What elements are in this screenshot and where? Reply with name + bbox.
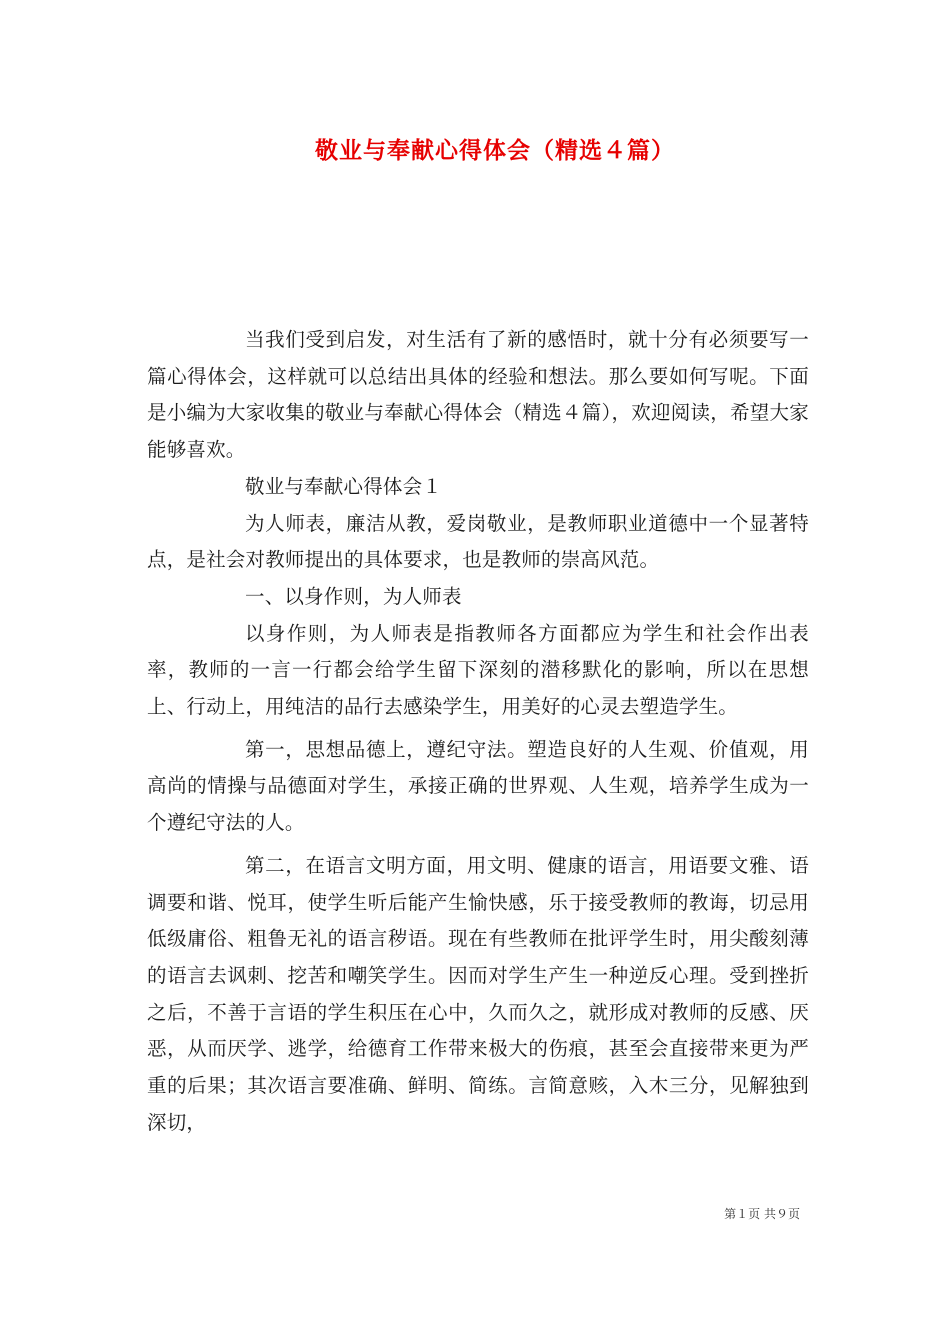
body-paragraph: 以身作则，为人师表是指教师各方面都应为学生和社会作出表率，教师的一言一行都会给学生留下深刻的潜移默化的影响，所以在思想上、行动上，用纯洁的品行去感染学生，用美好的心灵去塑造学生。 — [147, 621, 809, 719]
page-number-footer: 第１页 共９页 — [724, 1207, 800, 1221]
body-paragraph: 为人师表，廉洁从教，爱岗敬业，是教师职业道德中一个显著特点，是社会对教师提出的具体要求，也是教师的崇高风范。 — [147, 511, 809, 572]
section-heading: 敬业与奉献心得体会１ — [245, 474, 443, 498]
document-title: 敬业与奉献心得体会（精选４篇） — [315, 137, 675, 164]
subsection-heading: 一、以身作则，为人师表 — [245, 584, 462, 608]
body-paragraph: 第一，思想品德上，遵纪守法。塑造良好的人生观、价值观，用高尚的情操与品德面对学生，承接正确的世界观、人生观，培养学生成为一个遵纪守法的人。 — [147, 737, 809, 835]
body-paragraph: 第二，在语言文明方面，用文明、健康的语言，用语要文雅、语调要和谐、悦耳，使学生听后能产生愉快感，乐于接受教师的教诲，切忌用低级庸俗、粗鲁无礼的语言秽语。现在有些教师在批评学生时，用尖酸刻薄的语言去讽刺、挖苦和嘲笑学生。因而对学生产生一种逆反心理。受到挫折之后，不善于言语的学生积压在心中，久而久之，就形成对教师的反感、厌恶，从而厌学、逃学，给德育工作带来极大的伤痕，甚至会直接带来更为严重的后果；其次语言要准确、鲜明、简练。言简意赅，入木三分，见解独到深切， — [147, 853, 809, 1134]
intro-paragraph: 当我们受到启发，对生活有了新的感悟时，就十分有必须要写一篇心得体会，这样就可以总结出具体的经验和想法。那么要如何写呢。下面是小编为大家收集的敬业与奉献心得体会（精选４篇），欢迎阅读，希望大家能够喜欢。 — [147, 328, 809, 462]
document-body — [147, 322, 809, 1141]
